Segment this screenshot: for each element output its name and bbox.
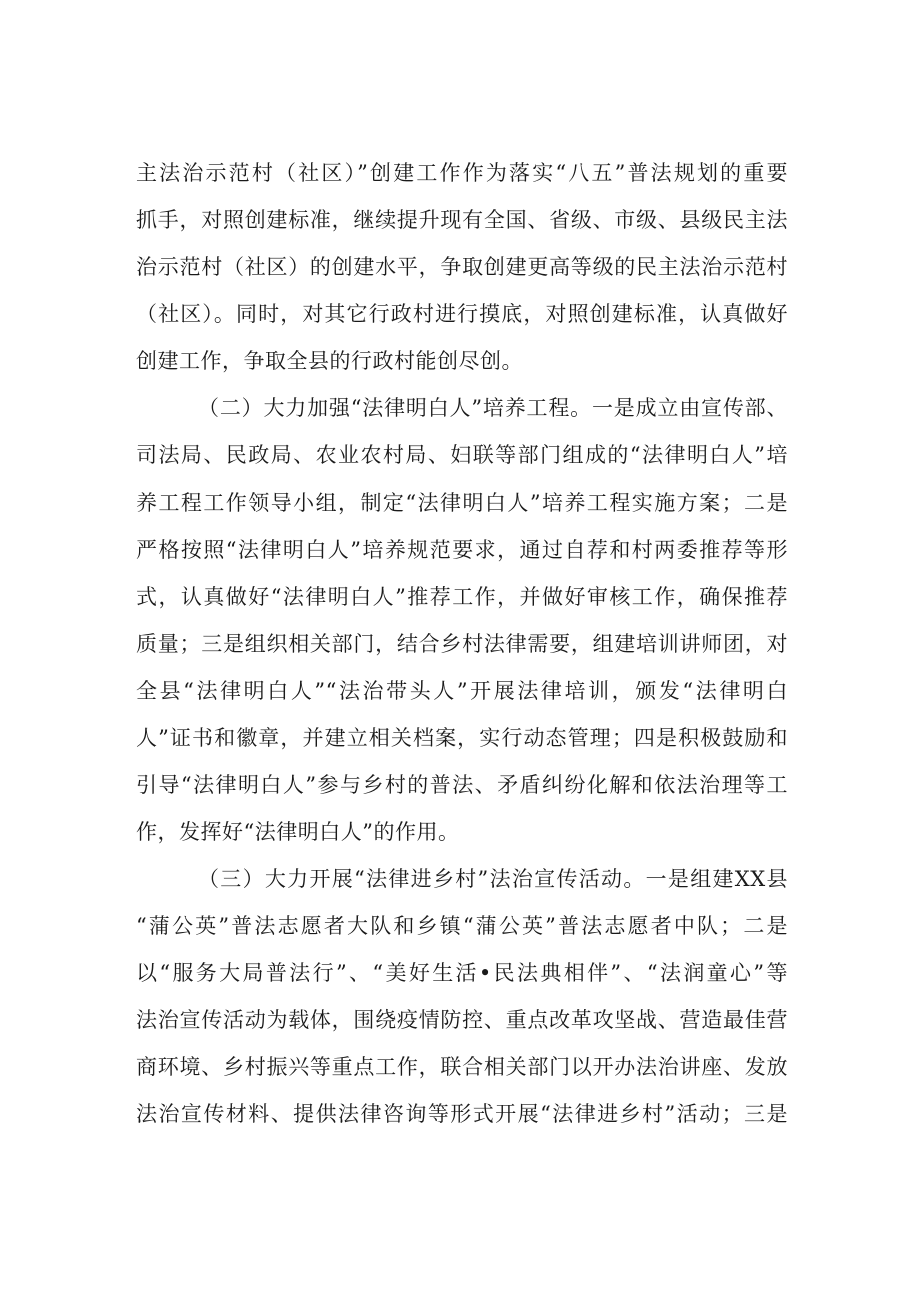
text-line: 商环境、乡村振兴等重点工作，联合相关部门以开办法治讲座、发放 [136,1055,788,1079]
text-line: 创建工作，争取全县的行政村能创尽创。 [136,349,523,373]
text-line: 引导“法律明白人”参与乡村的普法、矛盾纠纷化解和依法治理等工 [136,773,788,797]
text-line: 法治宣传材料、提供法律咨询等形式开展“法律进乡村”活动；三是 [136,1102,788,1126]
text-line: 治示范村（社区）的创建水平，争取创建更高等级的民主法治示范村 [136,255,788,279]
text-line: 以“服务大局普法行”、“美好生活•民法典相伴”、“法润童心”等 [136,961,788,985]
text-line: 主法治示范村（社区）”创建工作作为落实“八五”普法规划的重要 [136,161,788,185]
text-line: 抓手，对照创建标准，继续提升现有全国、省级、市级、县级民主法 [136,208,788,232]
text-line: 司法局、民政局、农业农村局、妇联等部门组成的“法律明白人”培 [136,443,788,467]
text-line: “蒲公英”普法志愿者大队和乡镇“蒲公英”普法志愿者中队；二是 [136,914,788,938]
text-line: 质量；三是组织相关部门，结合乡村法律需要，组建培训讲师团，对 [136,632,788,656]
text-line: 作，发挥好“法律明白人”的作用。 [136,820,460,844]
text-line: 养工程工作领导小组，制定“法律明白人”培养工程实施方案；二是 [136,491,788,515]
text-line: 法治宣传活动为载体，围绕疫情防控、重点改革攻坚战、营造最佳营 [136,1008,788,1032]
text-line: 式，认真做好“法律明白人”推荐工作，并做好审核工作，确保推荐 [136,585,788,609]
text-line: 人”证书和徽章，并建立相关档案，实行动态管理；四是积极鼓励和 [136,726,788,750]
text-line: （社区）。同时，对其它行政村进行摸底，对照创建标准，认真做好 [136,302,788,326]
text-line: 严格按照“法律明白人”培养规范要求，通过自荐和村两委推荐等形 [136,538,788,562]
text-line: （三）大力开展“法律进乡村”法治宣传活动。一是组建XX县 [198,867,788,891]
text-line: 全县“法律明白人”“法治带头人”开展法律培训，颁发“法律明白 [136,679,788,703]
text-line: （二）大力加强“法律明白人”培养工程。一是成立由宣传部、 [198,396,788,420]
